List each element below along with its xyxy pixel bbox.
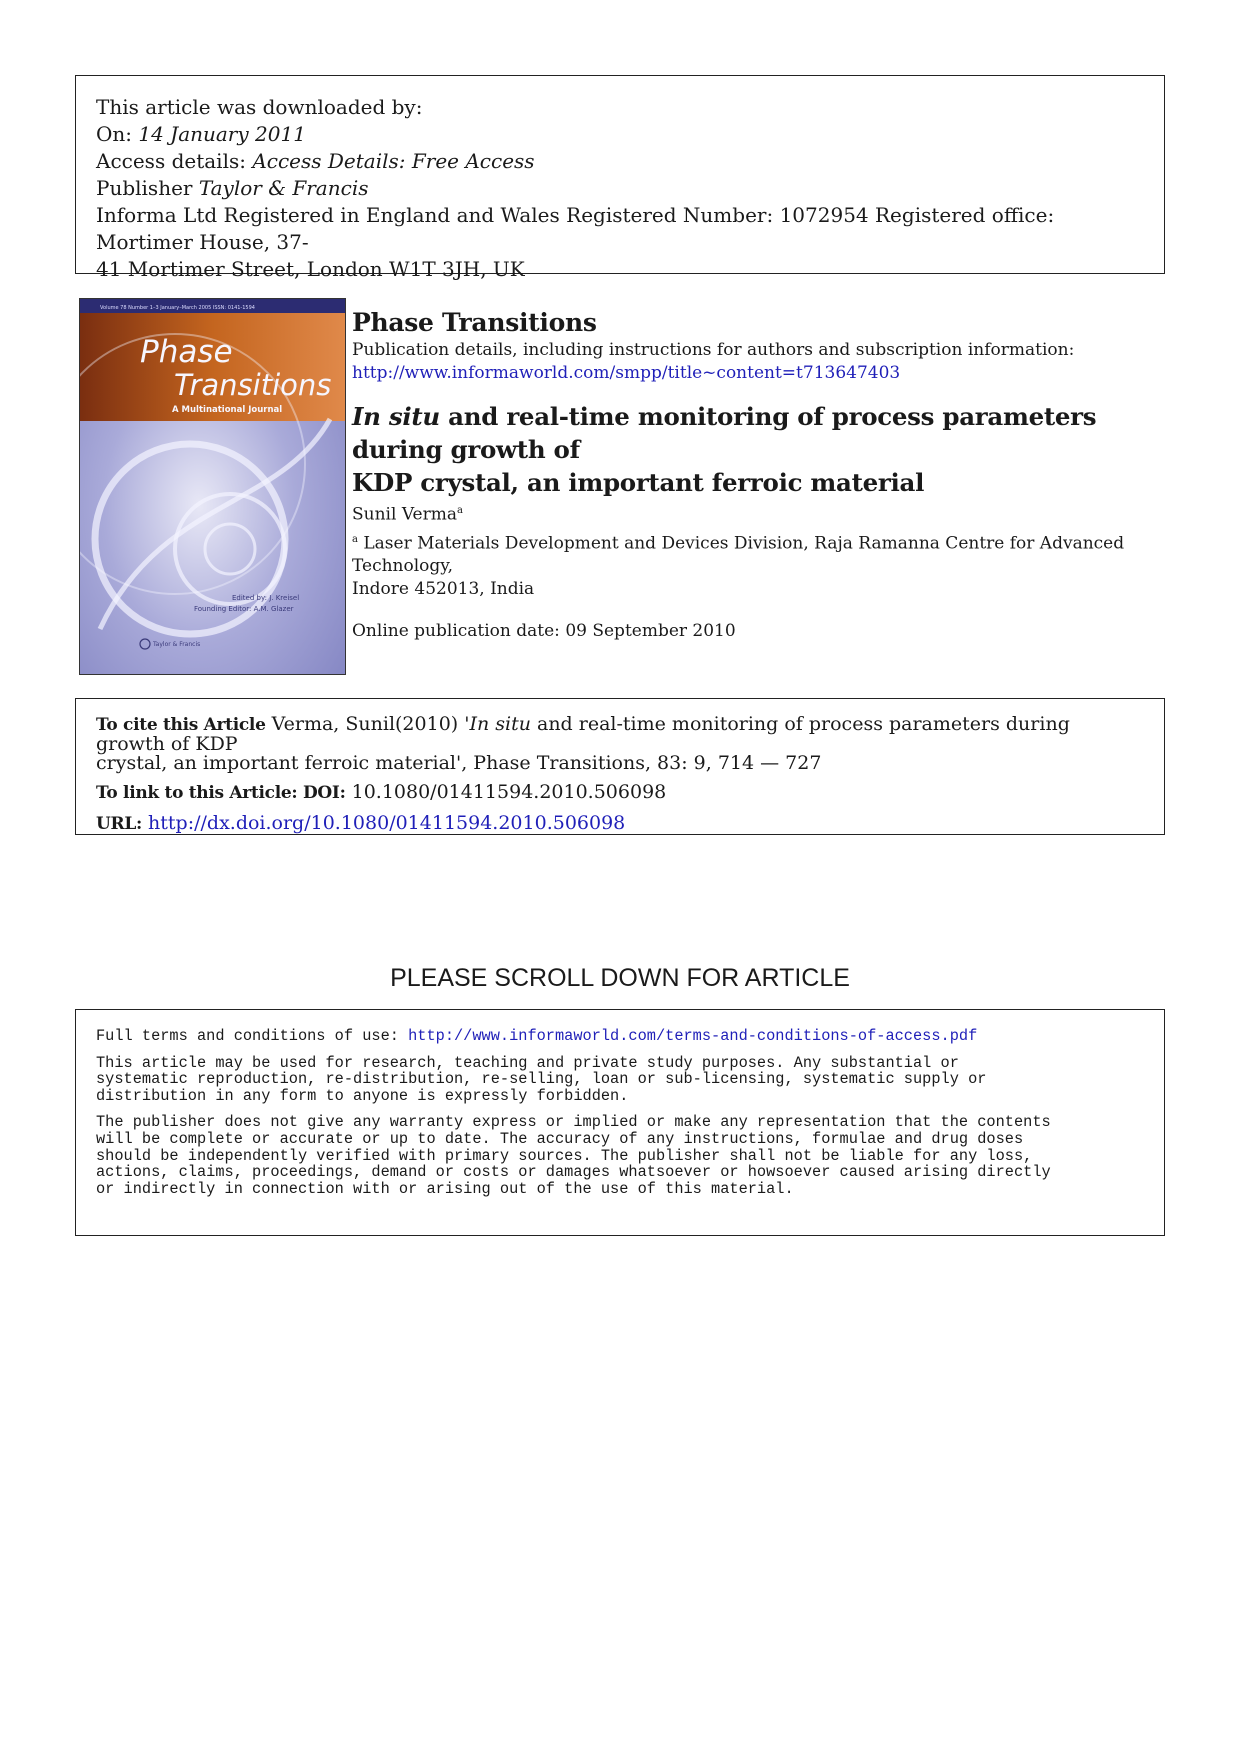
access-details-line [96,148,1144,175]
cite-label: To cite this Article [96,715,266,735]
cover-title-line2: Transitions [174,368,332,402]
cover-edited-by: Edited by: J. Kreisel [232,594,300,602]
download-date-line [96,121,1144,148]
cite-text-a: Verma, Sunil(2010) ' [265,713,470,735]
doi-url-link[interactable]: http://dx.doi.org/10.1080/01411594.2010.506098 [148,812,626,834]
terms-p2-line5: or indirectly in connection with or arising out of the use of this material. [96,1179,794,1198]
terms-p1-line1: This article may be used for research, teaching and private study purposes. Any substantial or [96,1053,959,1072]
doi-line [96,781,1144,804]
terms-box [75,1009,1165,1236]
terms-p2-line1: The publisher does not give any warranty express or implied or make any representation that the contents [96,1113,1051,1132]
cover-subtitle: A Multinational Journal [172,405,283,415]
scroll-down-notice: PLEASE SCROLL DOWN FOR ARTICLE [390,964,850,992]
doi-value: 10.1080/01411594.2010.506098 [345,781,667,803]
informa-line-1: Informa Ltd Registered in England and Wales Registered Number: 1072954 Registered office: Mortimer House, 37- [96,203,1055,254]
terms-paragraph-1 [96,1055,1144,1105]
informa-line-2: 41 Mortimer Street, London W1T 3JH, UK [96,257,525,281]
publisher-label: Publisher [96,176,199,200]
journal-url-line [352,362,1172,385]
article-title-rest: and real-time monitoring of process parameters during growth of [352,402,1097,464]
download-info-box [75,75,1165,281]
cover-publisher-logo: Taylor & Francis [153,641,201,648]
journal-url-link[interactable]: http://www.informaworld.com/smpp/title~content=t713647403 [352,363,901,383]
cover-top-bar: Volume 78 Number 1–3 January–March 2005 ISSN: 0141-1594 [100,305,255,311]
article-title-line2: KDP crystal, an important ferroic material [352,468,925,497]
cover-founding-editor: Founding Editor: A.M. Glazer [194,605,294,613]
downloaded-by-line: This article was downloaded by: [96,95,423,119]
publisher-line [96,175,1144,202]
access-value: Access Details: Free Access [252,149,535,173]
affiliation-superscript: a [352,533,358,545]
citation-box [75,698,1165,835]
author-line [352,499,1172,527]
article-header [352,307,1172,643]
journal-title: Phase Transitions [352,308,597,337]
terms-p2-line2: will be complete or accurate or up to date. The accuracy of any instructions, formulae and drug doses [96,1129,1024,1148]
journal-cover-image [79,298,346,675]
publisher-value: Taylor & Francis [198,176,369,200]
online-publication-date: Online publication date: 09 September 2010 [352,621,736,642]
terms-p2-line3: should be independently verified with primary sources. The publisher shall not be liable for any loss, [96,1146,1033,1165]
doi-label: To link to this Article: DOI: [96,783,346,803]
access-label: Access details: [96,149,253,173]
publication-details: Publication details, including instructions for authors and subscription information: [352,340,1075,360]
terms-p2-line4: actions, claims, proceedings, demand or costs or damages whatsoever or howsoever caused arising directly [96,1163,1051,1182]
terms-full-line [96,1028,1144,1045]
cite-text-b: and real-time monitoring of process parameters during growth of KDP [96,713,1070,755]
terms-paragraph-2 [96,1114,1144,1197]
terms-p1-line2: systematic reproduction, re-distribution, re-selling, loan or sub-licensing, systematic supply or [96,1070,987,1089]
article-title [352,400,1172,499]
terms-url-link[interactable]: http://www.informaworld.com/terms-and-conditions-of-access.pdf [408,1027,978,1045]
article-title-italic: In situ [352,402,440,431]
affiliation-line-1: Laser Materials Development and Devices Division, Raja Ramanna Centre for Advanced Technology, [352,533,1125,577]
affiliation-line-2: Indore 452013, India [352,579,535,600]
terms-p1-line3: distribution in any form to anyone is expressly forbidden. [96,1086,629,1105]
on-label: On: [96,122,139,146]
cover-title-line1: Phase [140,334,233,370]
author-superscript: a [456,505,463,516]
affiliation [352,528,1172,602]
cite-text-c: crystal, an important ferroic material', Phase Transitions, 83: 9, 714 — 727 [96,752,822,774]
author-name: Sunil Verma [352,504,457,525]
url-label: URL: [96,814,142,834]
cite-text-italic: In situ [469,713,531,735]
url-line [96,812,1144,835]
download-date: 14 January 2011 [138,122,306,146]
terms-full-label: Full terms and conditions of use: [96,1027,409,1045]
cite-article [96,715,1144,773]
